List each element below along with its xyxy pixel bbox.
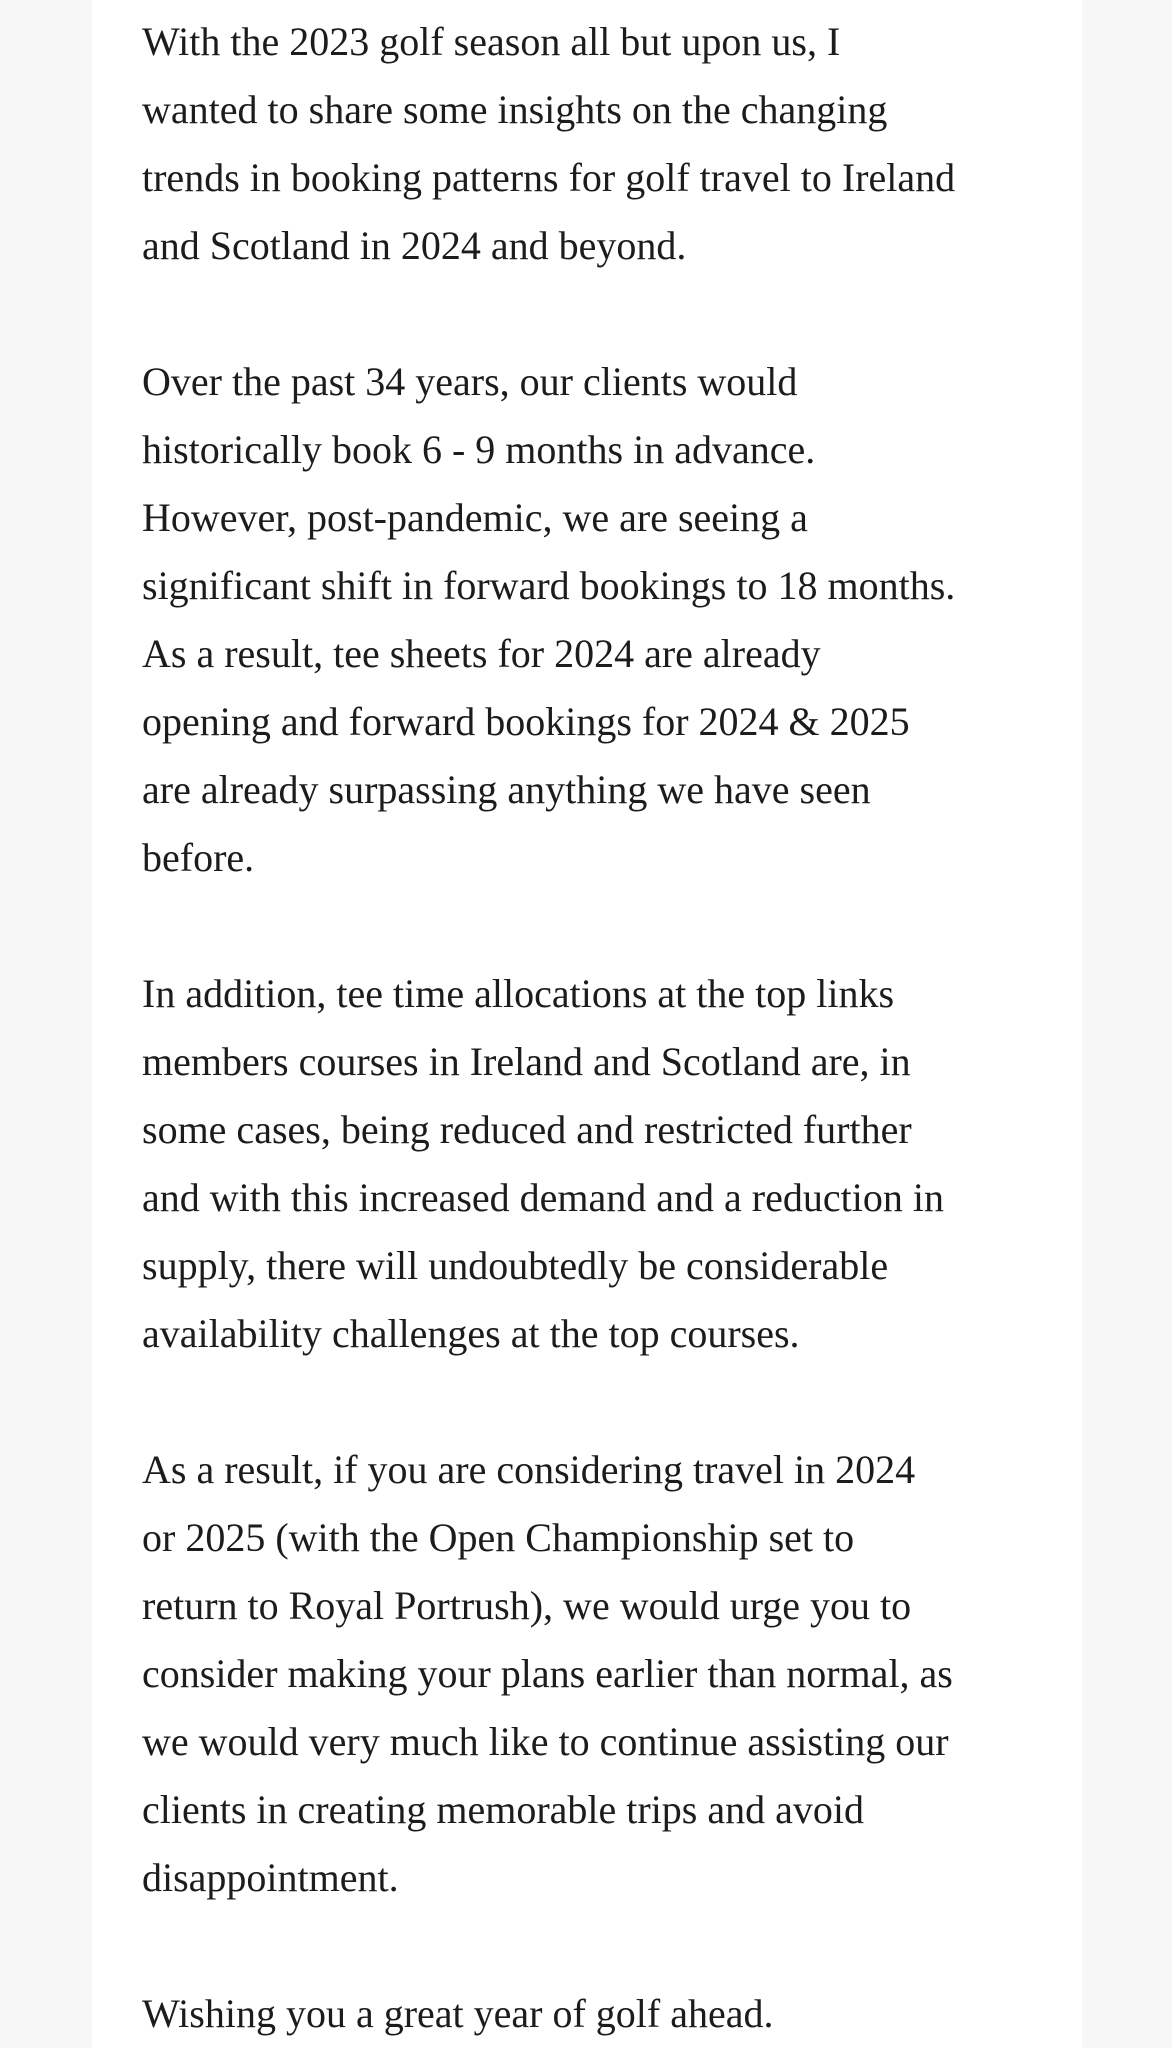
email-content-card [92,0,1082,2048]
email-body [142,0,1030,2048]
paragraph-closing-wish: Wishing you a great year of golf ahead. [142,1991,774,2036]
paragraph-booking-trends: Over the past 34 years, our clients would historically book 6 - 9 months in advance. However, post-pandemic, we are seeing a significant shift in forward bookings to 18 months. As a result, tee sheets for 2024 are already opening and forward bookings for 2024 & 2025 are already surpassing anything we have seen before. [142,359,956,880]
paragraph-tee-time-allocations: In addition, tee time allocations at the top links members courses in Ireland and Scotland are, in some cases, being reduced and restricted further and with this increased demand and a reduction in supply, there will undoubtedly be considerable availability challenges at the top courses. [142,971,944,1356]
paragraph-season-intro: With the 2023 golf season all but upon us, I wanted to share some insights on the changing trends in booking patterns for golf travel to Ireland and Scotland in 2024 and beyond. [142,19,956,268]
paragraph-planning-advice: As a result, if you are considering travel in 2024 or 2025 (with the Open Championship set to return to Royal Portrush), we would urge you to consider making your plans earlier than normal, as we would very much like to continue assisting our clients in creating memorable trips and avoid disappointment. [142,1447,953,1900]
